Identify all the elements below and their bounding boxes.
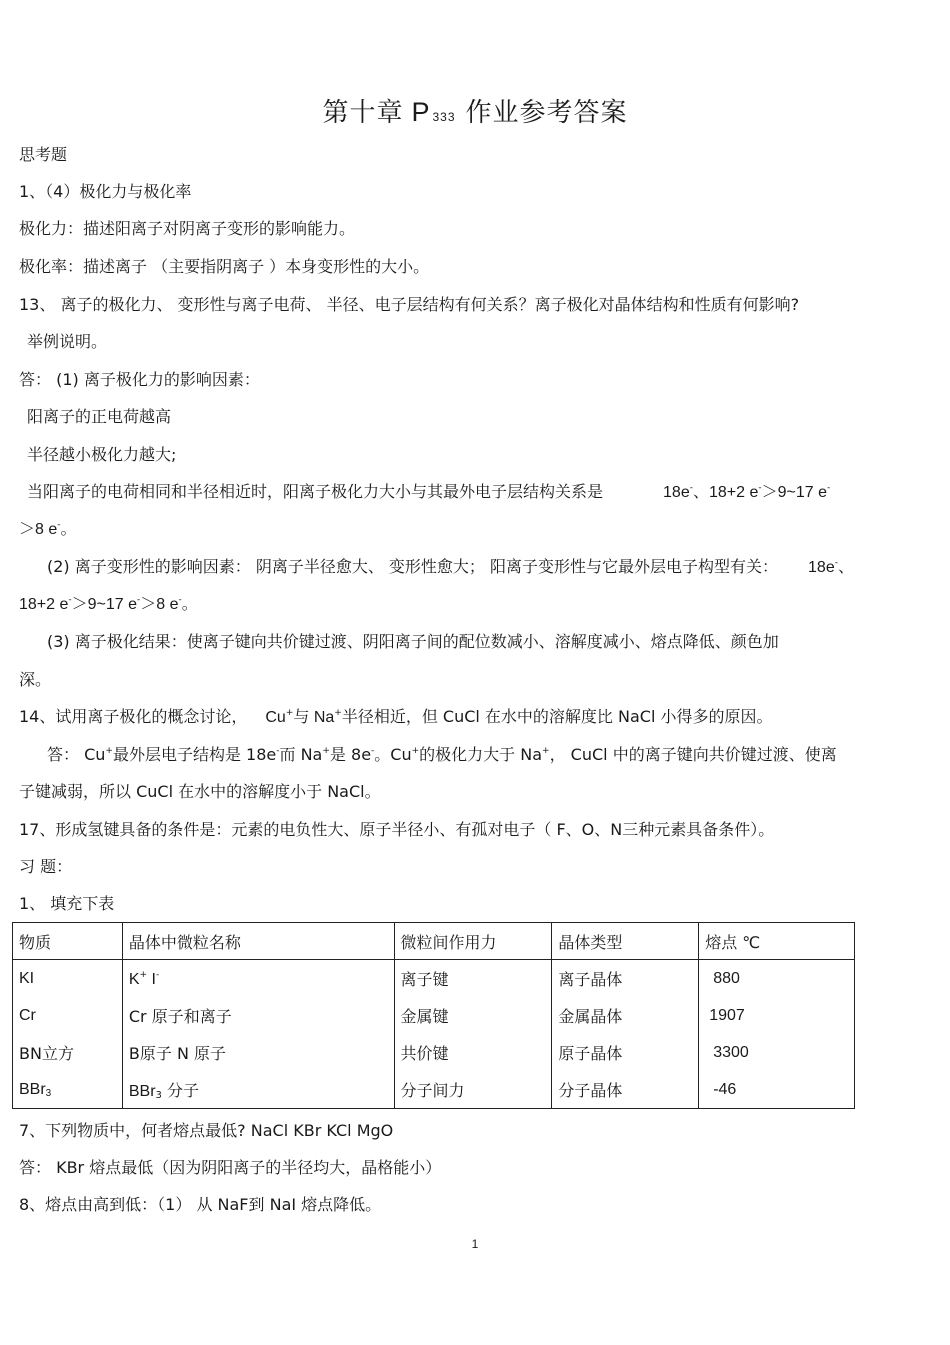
table-header: 微粒间作用力 (394, 923, 552, 960)
table-cell: 分子间力 (394, 1071, 552, 1109)
section-heading-questions: 思考题 (19, 145, 68, 164)
table-header: 晶体类型 (552, 923, 699, 960)
question-1: 1、（4）极化力与极化率 (19, 182, 192, 201)
table-cell: KI (13, 960, 123, 998)
table-cell: 金属键 (394, 997, 552, 1034)
table-cell: BN立方 (13, 1034, 123, 1071)
exercise-8: 8、熔点由高到低：（1） 从 NaF到 NaI 熔点降低。 (19, 1195, 382, 1214)
table-row (13, 960, 855, 998)
table-cell: BBr$_3$ 分子 (122, 1071, 394, 1109)
exercise-7: 7、下列物质中，何者熔点最低? NaCl KBr KCl MgO (19, 1121, 394, 1140)
page-title (0, 92, 950, 129)
table-row (13, 1034, 855, 1071)
table-cell: 原子晶体 (552, 1034, 699, 1071)
table-cell: 1907 (699, 997, 855, 1034)
table-header: 物质 (13, 923, 123, 960)
table-cell: 离子晶体 (552, 960, 699, 998)
answer-polarizability: 极化率：描述离子 （主要指阴离子 ）本身变形性的大小。 (19, 257, 430, 276)
table-cell: BBr$_3$ (13, 1071, 123, 1109)
question-13: 13、 离子的极化力、 变形性与离子电荷、 半径、电子层结构有何关系？离子极化对晶体结构和性质有何影响? (19, 295, 800, 314)
answer-13-intro: 答： (1) 离子极化力的影响因素： (19, 370, 260, 389)
table-cell: 金属晶体 (552, 997, 699, 1034)
table-cell: 分子晶体 (552, 1071, 699, 1109)
table-cell: 880 (699, 960, 855, 998)
answer-14-cont: 子键减弱，所以 CuCl 在水中的溶解度小于 NaCl。 (19, 782, 381, 801)
answer-13-part-3-cont: 深。 (19, 670, 52, 689)
table-cell: B原子 N 原子 (122, 1034, 394, 1071)
answer-polarizing-power: 极化力：描述阳离子对阴离子变形的影响能力。 (19, 219, 356, 238)
table-cell: 3300 (699, 1034, 855, 1071)
answer-13-part-2: (2) 离子变形性的影响因素： 阴离子半径愈大、 变形性愈大； 阳离子变形性与它最外层电子构型有关： 18e-、 (47, 557, 854, 576)
question-14: 14、试用离子极化的概念讨论， Cu+与 Na+半径相近，但 CuCl 在水中的溶解度比 NaCl 小得多的原因。 (19, 707, 773, 726)
answer-13-point-c: 当阳离子的电荷相同和半径相近时，阳离子极化力大小与其最外电子层结构关系是 18e-、18+2 e-＞9~17 e- (27, 482, 831, 501)
title-page-number: 333 (432, 110, 456, 124)
table-cell: Cr (13, 997, 123, 1034)
answer-13-part-3: (3) 离子极化结果：使离子键向共价键过渡、阴阳离子间的配位数减小、溶解度减小、熔点降低、颜色加 (47, 632, 779, 651)
title-chapter: 第十章 (322, 98, 404, 128)
table-row (13, 997, 855, 1034)
exercise-1: 1、 填充下表 (19, 894, 115, 913)
table-row (13, 1071, 855, 1109)
answer-14: 答： Cu+最外层电子结构是 18e-而 Na+是 8e-。Cu+的极化力大于 Na+， CuCl 中的离子键向共价键过渡、使离 (47, 745, 837, 764)
answer-13-point-a: 阳离子的正电荷越高 (27, 407, 172, 426)
title-page-letter: P (411, 97, 431, 127)
table-cell: K+ I- (122, 960, 394, 998)
table-cell: Cr 原子和离子 (122, 997, 394, 1034)
section-heading-exercises: 习 题： (19, 857, 73, 876)
crystal-properties-table (12, 922, 855, 1109)
table-header-row (13, 923, 855, 960)
question-17: 17、形成氢键具备的条件是：元素的电负性大、原子半径小、有孤对电子（ F、O、N三种元素具备条件）。 (19, 820, 775, 839)
table-header: 熔点 ℃ (699, 923, 855, 960)
table-header: 晶体中微粒名称 (122, 923, 394, 960)
table-cell: 共价键 (394, 1034, 552, 1071)
answer-13-point-b: 半径越小极化力越大; (27, 445, 177, 464)
page-number: 1 (471, 1237, 479, 1251)
title-rest: 作业参考答案 (465, 98, 628, 128)
answer-7: 答： KBr 熔点最低（因为阴阳离子的半径均大，晶格能小） (19, 1158, 442, 1177)
table-cell: -46 (699, 1071, 855, 1109)
answer-13-point-c-cont: ＞8 e-。 (19, 519, 77, 538)
question-13-cont: 举例说明。 (27, 332, 108, 351)
table-cell: 离子键 (394, 960, 552, 998)
answer-13-part-2-cont: 18+2 e-＞9~17 e-＞8 e-。 (19, 594, 198, 613)
